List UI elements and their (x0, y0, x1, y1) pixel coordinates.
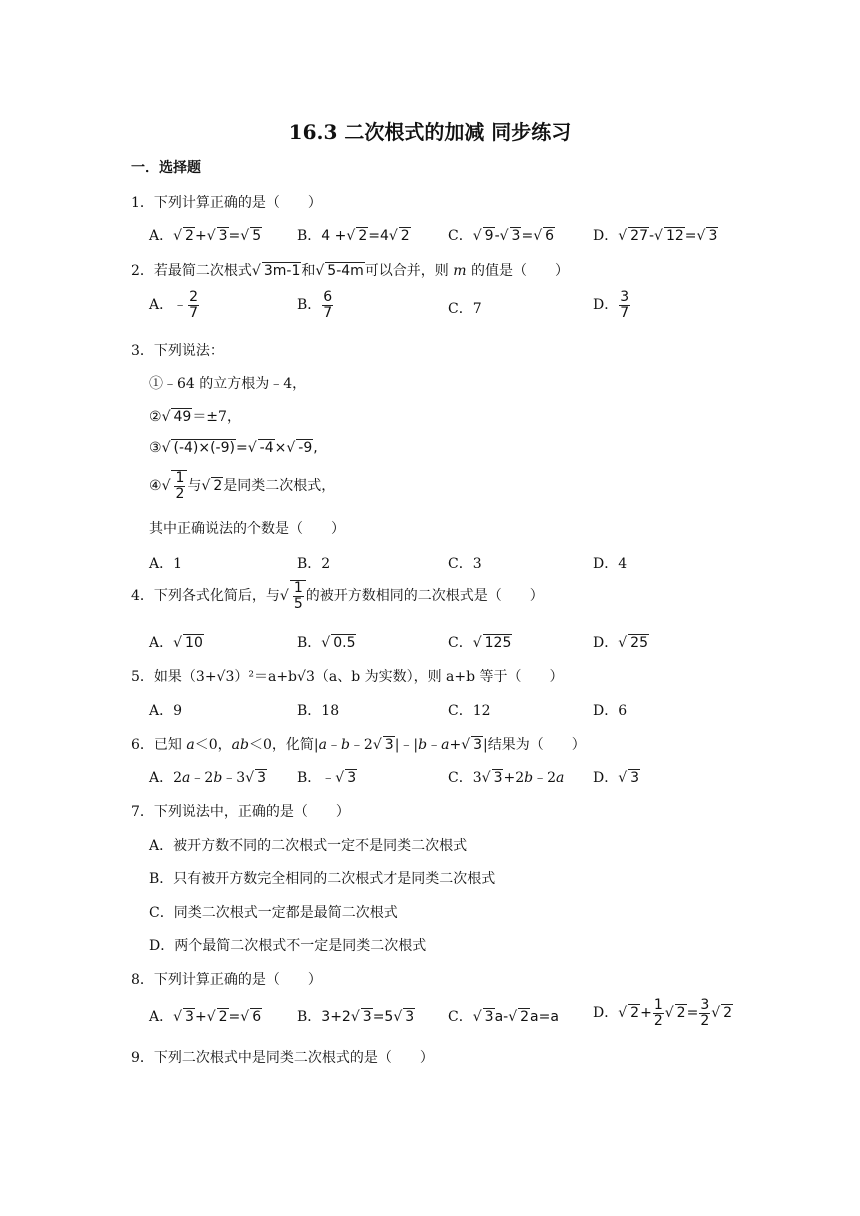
option-label: A． (149, 228, 174, 244)
question-7-stem: 7．下列说法中，正确的是（ ） (131, 804, 350, 820)
question-8-option-c[interactable]: C．√ 3a-√ 2a=a (448, 1009, 559, 1025)
option-label: B． (297, 228, 322, 244)
statement-3: ③√ (-4)×(-9)=√ -4×√ -9, (149, 440, 318, 456)
question-6-stem: 6．已知 a＜0，ab＜0，化简|a﹣b﹣2√ 3|﹣|b﹣a+√ 3|结果为（ ） (131, 737, 586, 753)
question-7-option-d[interactable]: D．两个最简二次根式不一定是同类二次根式 (149, 938, 427, 954)
question-4-option-c[interactable]: C．√ 125 (448, 635, 512, 651)
question-1-option-c[interactable]: C．√ 9-√ 3=√ 6 (448, 228, 555, 244)
question-2-stem: 2．若最简二次根式√ 3m-1和√ 5-4m可以合并，则 m 的值是（ ） (131, 263, 569, 279)
question-8-option-d[interactable]: D．√ 2+ $\frac{1}{2}$ √ 2= $\frac{3}{2}$ √ 2 (593, 997, 733, 1029)
question-1-stem: 1．下列计算正确的是（ ） (131, 195, 322, 211)
option-label: C． (448, 228, 473, 244)
question-3-option-b[interactable]: B．2 (297, 556, 331, 572)
question-3-option-c[interactable]: C．3 (448, 556, 482, 572)
question-7-option-a[interactable]: A．被开方数不同的二次根式一定不是同类二次根式 (149, 838, 468, 854)
question-2-option-d[interactable]: D． $\frac{3}{7}$ (593, 289, 630, 321)
statement-1: ①﹣64 的立方根为﹣4， (149, 376, 307, 392)
question-3-stem: 3．下列说法： (131, 343, 224, 359)
question-6-option-b[interactable]: B．﹣√ 3 (297, 770, 357, 786)
question-6-option-c[interactable]: C．3√ 3+2b﹣2a (448, 770, 565, 786)
question-3-tail: 其中正确说法的个数是（ ） (149, 521, 345, 537)
question-4-option-d[interactable]: D．√ 25 (593, 635, 648, 651)
question-5-option-d[interactable]: D．6 (593, 703, 628, 719)
question-7-option-b[interactable]: B．只有被开方数完全相同的二次根式才是同类二次根式 (149, 871, 496, 887)
question-1-option-a[interactable]: A．√ 2+√ 3=√ 5 (149, 228, 262, 244)
question-2-option-b[interactable]: B． $\frac{6}{7}$ (297, 289, 333, 321)
option-label: D． (593, 228, 619, 244)
question-4-option-b[interactable]: B．√ 0.5 (297, 635, 356, 651)
question-1-option-b[interactable]: B．4 +√ 2=4√ 2 (297, 228, 410, 244)
question-8-option-b[interactable]: B．3+2√ 3=5√ 3 (297, 1009, 415, 1025)
question-5-stem: 5．如果（3+√3）²＝a+b√3（a、b 为实数），则 a+b 等于（ ） (131, 669, 564, 685)
question-6-option-d[interactable]: D．√ 3 (593, 770, 640, 786)
statement-2: ②√ 49＝±7， (149, 409, 241, 425)
page-title: 16.3 二次根式的加减 同步练习 (288, 120, 572, 144)
question-5-option-b[interactable]: B．18 (297, 703, 340, 719)
question-7-option-c[interactable]: C．同类二次根式一定都是最简二次根式 (149, 905, 398, 921)
question-6-option-a[interactable]: A．2a﹣2b﹣3√ 3 (149, 770, 267, 786)
question-1-option-d[interactable]: D．√ 27-√ 12=√ 3 (593, 228, 718, 244)
question-4-stem: 4．下列各式化简后，与√ $\frac{1}{5}$ 的被开方数相同的二次根式是（ ） (131, 580, 544, 612)
question-3-option-a[interactable]: A．1 (149, 556, 183, 572)
question-2-option-a[interactable]: A．﹣ $\frac{2}{7}$ (149, 289, 199, 321)
question-5-option-c[interactable]: C．12 (448, 703, 491, 719)
question-4-option-a[interactable]: A．√ 10 (149, 635, 203, 651)
statement-4: ④√ $\frac{1}{2}$ 与√ 2是同类二次根式， (149, 470, 336, 502)
question-3-option-d[interactable]: D．4 (593, 556, 628, 572)
question-5-option-a[interactable]: A．9 (149, 703, 183, 719)
question-2-option-c[interactable]: C．7 (448, 301, 482, 317)
question-8-stem: 8．下列计算正确的是（ ） (131, 972, 322, 988)
section-heading: 一．选择题 (131, 160, 201, 176)
question-9-stem: 9．下列二次根式中是同类二次根式的是（ ） (131, 1050, 434, 1066)
question-8-option-a[interactable]: A．√ 3+√ 2=√ 6 (149, 1009, 262, 1025)
